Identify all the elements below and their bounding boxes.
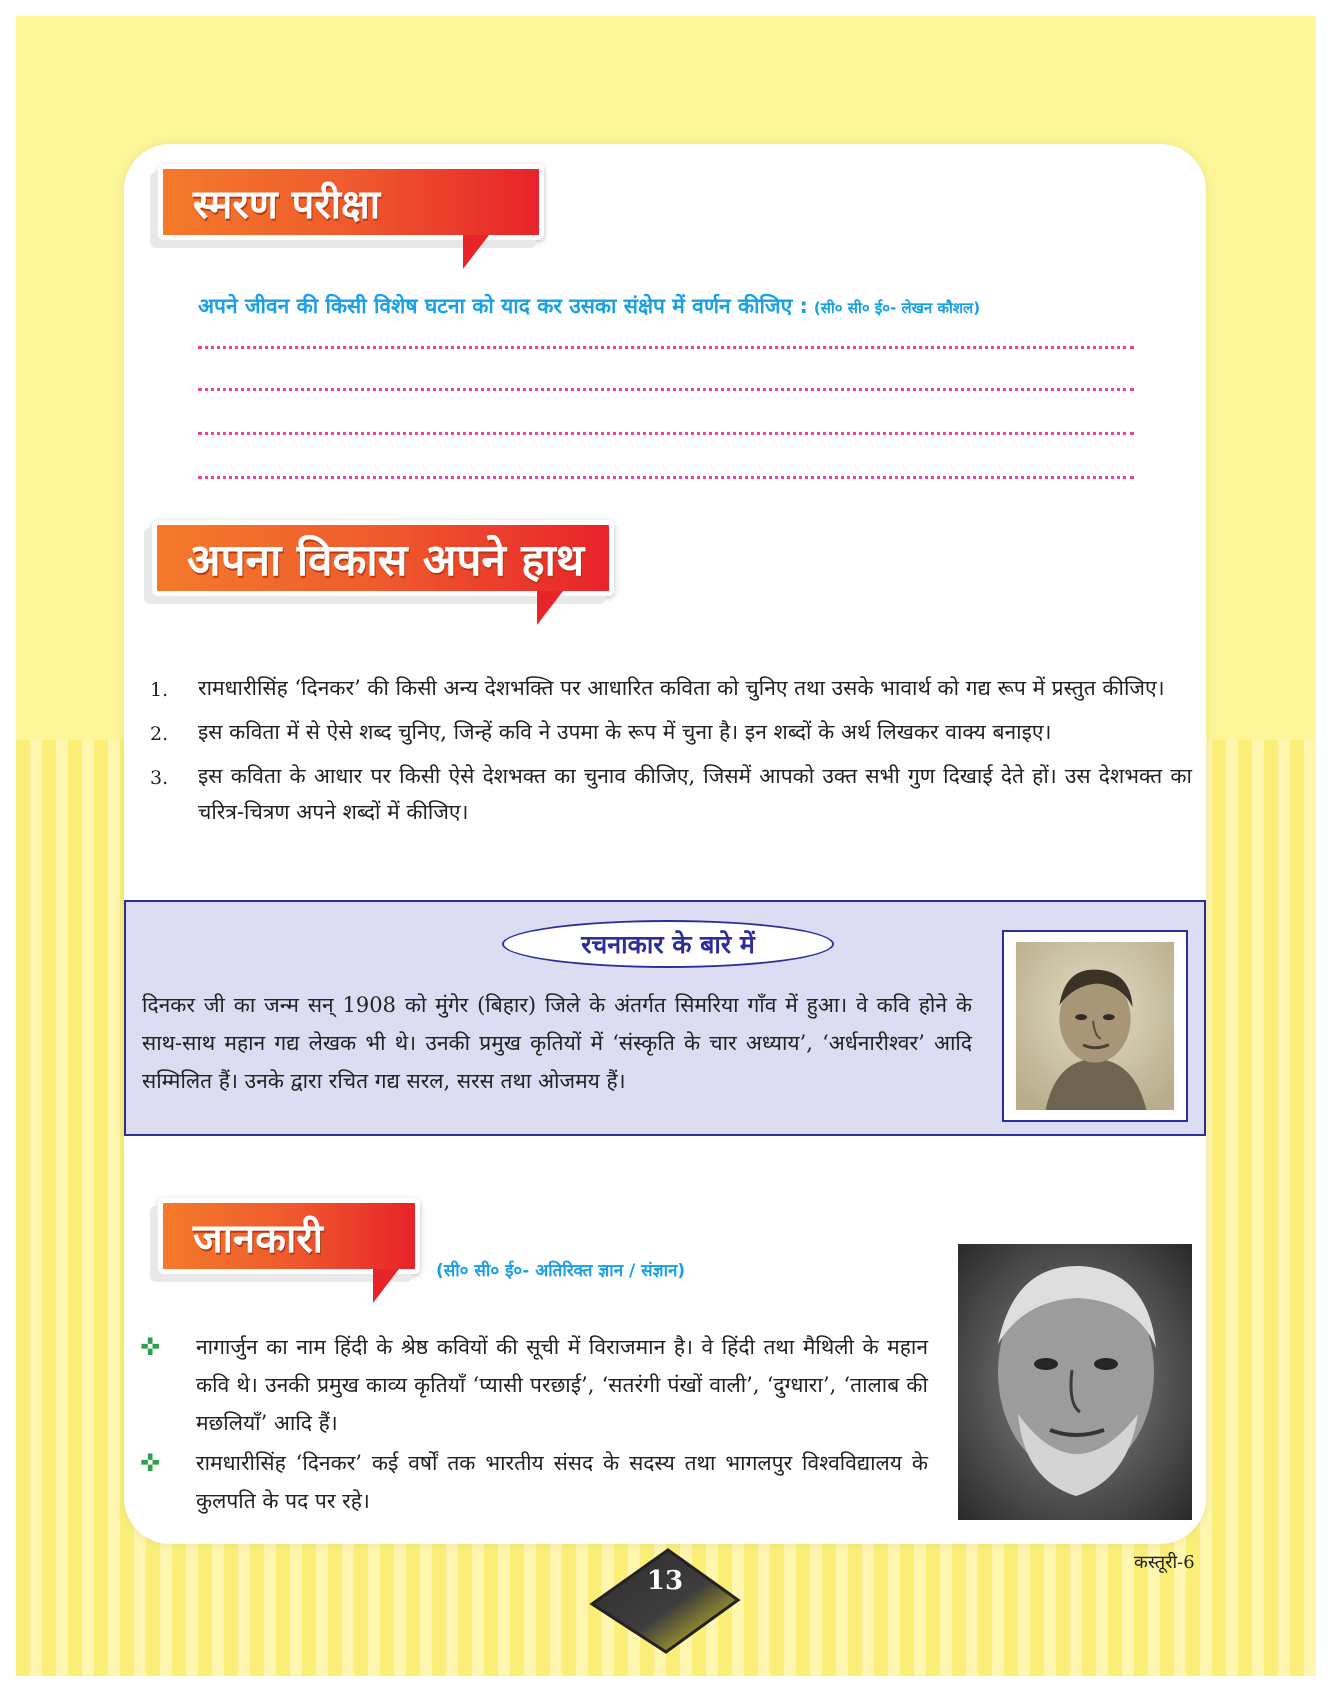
- banner-tail: [373, 1269, 399, 1303]
- info-bullet-list: [140, 1328, 928, 1522]
- question-text: इस कविता के आधार पर किसी ऐसे देशभक्त का चुनाव कीजिए, जिसमें आपको उक्त सभी गुण दिखाई देते हों। उस देशभक्त का चरित्र-चित्रण अपने शब्दों में कीजिए।: [198, 764, 1192, 824]
- question-text: रामधारीसिंह ‘दिनकर’ की किसी अन्य देशभक्ति पर आधारित कविता को चुनिए तथा उसके भावार्थ को गद्य रूप में प्रस्तुत कीजिए।: [198, 676, 1165, 700]
- poet-image: [958, 1244, 1192, 1520]
- info-section-title: जानकारी: [193, 1215, 324, 1262]
- question-number: 3.: [150, 767, 169, 789]
- recall-instruction-text: अपने जीवन की किसी विशेष घटना को याद कर उसका संक्षेप में वर्णन कीजिए :: [198, 294, 808, 318]
- question-item: [150, 758, 1192, 830]
- recall-instruction-tag: (सी० सी० ई०- लेखन कौशल): [813, 299, 981, 317]
- question-item: [150, 670, 1192, 708]
- info-bullet-item: [140, 1444, 928, 1520]
- answer-line: [198, 432, 1134, 435]
- recall-instruction: [198, 292, 1208, 320]
- banner-tail: [463, 235, 489, 269]
- portrait-image: [1014, 942, 1176, 1110]
- poet-photo: [958, 1244, 1192, 1520]
- bullet-icon: ✜: [140, 1333, 161, 1361]
- about-author-title: रचनाकार के बारे में: [502, 920, 834, 968]
- answer-line: [198, 476, 1134, 479]
- question-number: 2.: [150, 723, 169, 745]
- page-number-shape: [586, 1546, 744, 1656]
- recall-section-title: स्मरण परीक्षा: [193, 181, 381, 228]
- recall-section-banner: [158, 164, 544, 240]
- question-item: [150, 714, 1192, 752]
- info-section-banner: [158, 1198, 420, 1274]
- about-author-box: [124, 900, 1206, 1136]
- about-author-text: दिनकर जी का जन्म सन् 1908 को मुंगेर (बिहार) जिले के अंतर्गत सिमरिया गाँव में हुआ। वे कवि होने के साथ-साथ महान गद्य लेखक भी थे। उनकी प्रमुख कृतियों में ‘संस्कृति के चार अध्याय’, ‘अर्धनारीश्वर’ आदि सम्मिलित हैं। उनके द्वारा रचित गद्य सरल, सरस तथा ओजमय हैं।: [142, 993, 972, 1093]
- selfdev-section-title: अपना विकास अपने हाथ: [187, 535, 585, 586]
- book-name: कस्तूरी-6: [1134, 1552, 1195, 1573]
- question-number: 1.: [150, 679, 169, 701]
- info-section-tag: (सी० सी० ई०- अतिरिक्त ज्ञान / संज्ञान): [436, 1261, 686, 1281]
- author-portrait-photo: [1002, 930, 1188, 1122]
- answer-line: [198, 388, 1134, 391]
- page-number-badge: [586, 1546, 744, 1656]
- info-bullet-text: नागार्जुन का नाम हिंदी के श्रेष्ठ कवियों की सूची में विराजमान है। वे हिंदी तथा मैथिली के महान कवि थे। उनकी प्रमुख काव्य कृतियाँ ‘प्यासी परछाई’, ‘सतरंगी पंखों वाली’, ‘दुग्धारा’, ‘तालाब की मछलियाँ’ आदि हैं।: [196, 1335, 928, 1435]
- banner-tail: [537, 591, 563, 625]
- answer-line: [198, 346, 1134, 349]
- selfdev-section-banner: [152, 520, 614, 596]
- info-bullet-item: [140, 1328, 928, 1442]
- page-number: 13: [646, 1566, 684, 1596]
- bullet-icon: ✜: [140, 1449, 161, 1477]
- question-text: इस कविता में से ऐसे शब्द चुनिए, जिन्हें कवि ने उपमा के रूप में चुना है। इन शब्दों के अर्थ लिखकर वाक्य बनाइए।: [198, 720, 1052, 744]
- selfdev-question-list: [150, 670, 1192, 836]
- info-bullet-text: रामधारीसिंह ‘दिनकर’ कई वर्षों तक भारतीय संसद के सदस्य तथा भागलपुर विश्वविद्यालय के कुलपति के पद पर रहे।: [196, 1451, 928, 1513]
